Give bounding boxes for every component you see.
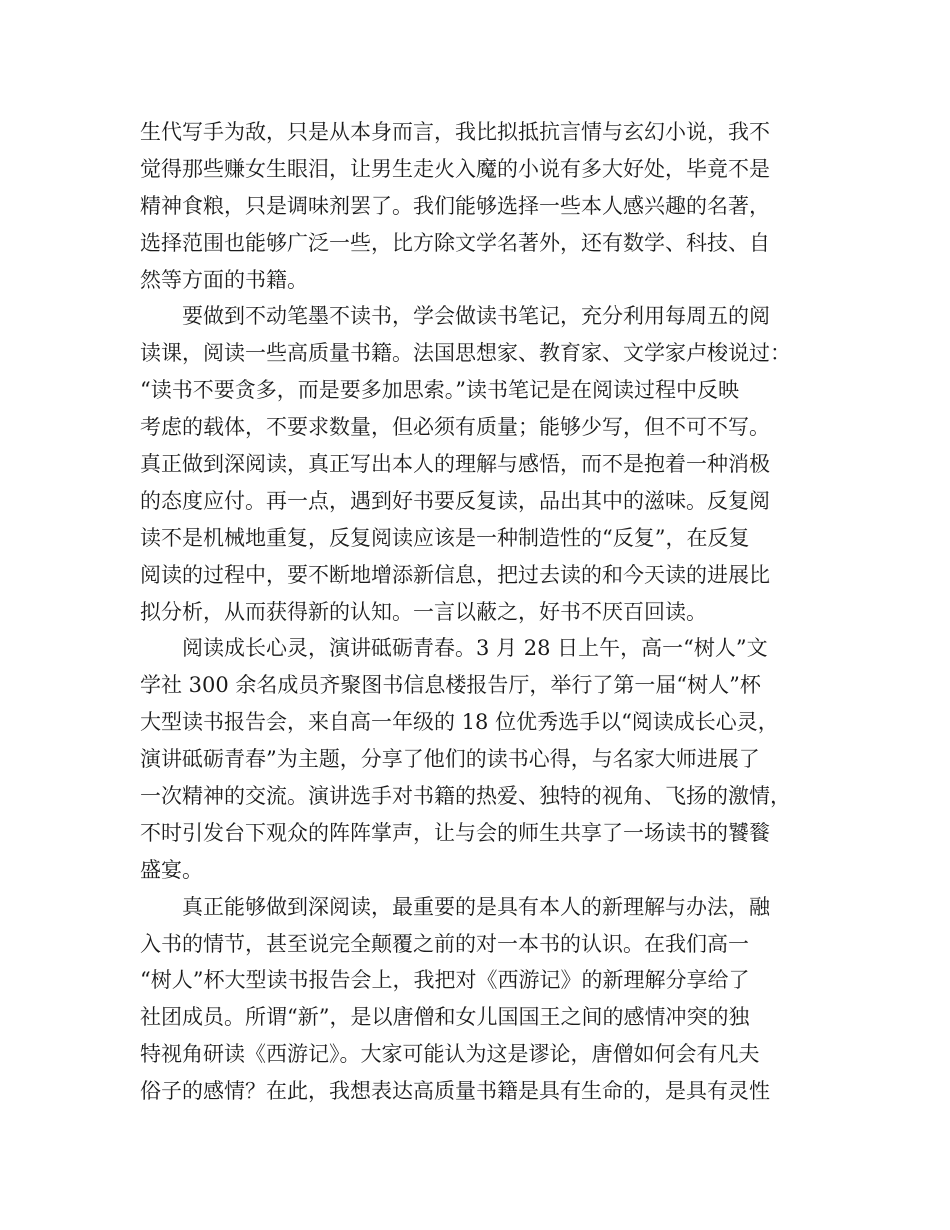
text-line: 真正做到深阅读，真正写出本人的理解与感悟，而不是抱着一种消极 bbox=[140, 452, 770, 477]
text-line: 生代写手为敌，只是从本身而言，我比拟抵抗言情与玄幻小说，我不 bbox=[140, 120, 770, 144]
text-line: 读课，阅读一些高质量书籍。法国思想家、教育家、文学家卢梭说过： bbox=[140, 341, 791, 366]
text-line: 盛宴。 bbox=[140, 857, 203, 882]
paragraph bbox=[140, 114, 820, 298]
text-line: “树人”杯大型读书报告会上，我把对《西游记》的新理解分享给了 bbox=[140, 968, 750, 993]
text-line: 真正能够做到深阅读，最重要的是具有本人的新理解与办法，融 bbox=[182, 894, 770, 919]
text-line: 俗子的感情？在此，我想表达高质量书籍是具有生命的，是具有灵性 bbox=[140, 1079, 770, 1104]
text-line: 读不是机械地重复，反复阅读应该是一种制造性的“反复”，在反复 bbox=[140, 525, 750, 550]
text-line: 社团成员。所谓“新”，是以唐僧和女儿国国王之间的感情冲突的独 bbox=[140, 1005, 750, 1030]
text-line: 然等方面的书籍。 bbox=[140, 267, 308, 292]
paragraph bbox=[140, 889, 820, 1110]
text-line: 的态度应付。再一点，遇到好书要反复读，品出其中的滋味。反复阅 bbox=[140, 488, 770, 513]
text-line: 一次精神的交流。演讲选手对书籍的热爱、独特的视角、飞扬的激情， bbox=[140, 784, 791, 809]
text-line: 不时引发台下观众的阵阵掌声，让与会的师生共享了一场读书的饕餮 bbox=[140, 820, 770, 845]
text-line: 精神食粮，只是调味剂罢了。我们能够选择一些本人感兴趣的名著， bbox=[140, 193, 770, 218]
text-line: 阅读的过程中，要不断地增添新信息，把过去读的和今天读的进展比 bbox=[140, 562, 770, 587]
text-line: 演讲砥砺青春”为主题，分享了他们的读书心得，与名家大师进展了 bbox=[140, 747, 760, 772]
body-text bbox=[140, 114, 820, 1110]
text-line: 拟分析，从而获得新的认知。一言以蔽之，好书不厌百回读。 bbox=[140, 599, 707, 624]
paragraph bbox=[140, 630, 820, 888]
text-line: 学社 300 余名成员齐聚图书信息楼报告厅，举行了第一届“树人”杯 bbox=[140, 673, 761, 698]
paragraph bbox=[140, 298, 820, 630]
text-line: 大型读书报告会，来自高一年级的 18 位优秀选手以“阅读成长心灵， bbox=[140, 710, 779, 735]
text-line: 要做到不动笔墨不读书，学会做读书笔记，充分利用每周五的阅 bbox=[182, 304, 770, 329]
text-line: 觉得那些赚女生眼泪，让男生走火入魔的小说有多大好处，毕竟不是 bbox=[140, 156, 770, 181]
text-line: 特视角研读《西游记》。大家可能认为这是谬论，唐僧如何会有凡夫 bbox=[140, 1042, 760, 1067]
text-line: 入书的情节，甚至说完全颠覆之前的对一本书的认识。在我们高一 bbox=[140, 931, 749, 956]
text-line: “读书不要贪多，而是要多加思索。”读书笔记是在阅读过程中反映 bbox=[140, 378, 739, 403]
text-line: 阅读成长心灵，演讲砥砺青春。3 月 28 日上午，高一“树人”文 bbox=[182, 636, 768, 661]
text-line: 考虑的载体，不要求数量，但必须有质量；能够少写，但不可不写。 bbox=[140, 415, 770, 440]
text-line: 选择范围也能够广泛一些，比方除文学名著外，还有数学、科技、自 bbox=[140, 230, 770, 255]
